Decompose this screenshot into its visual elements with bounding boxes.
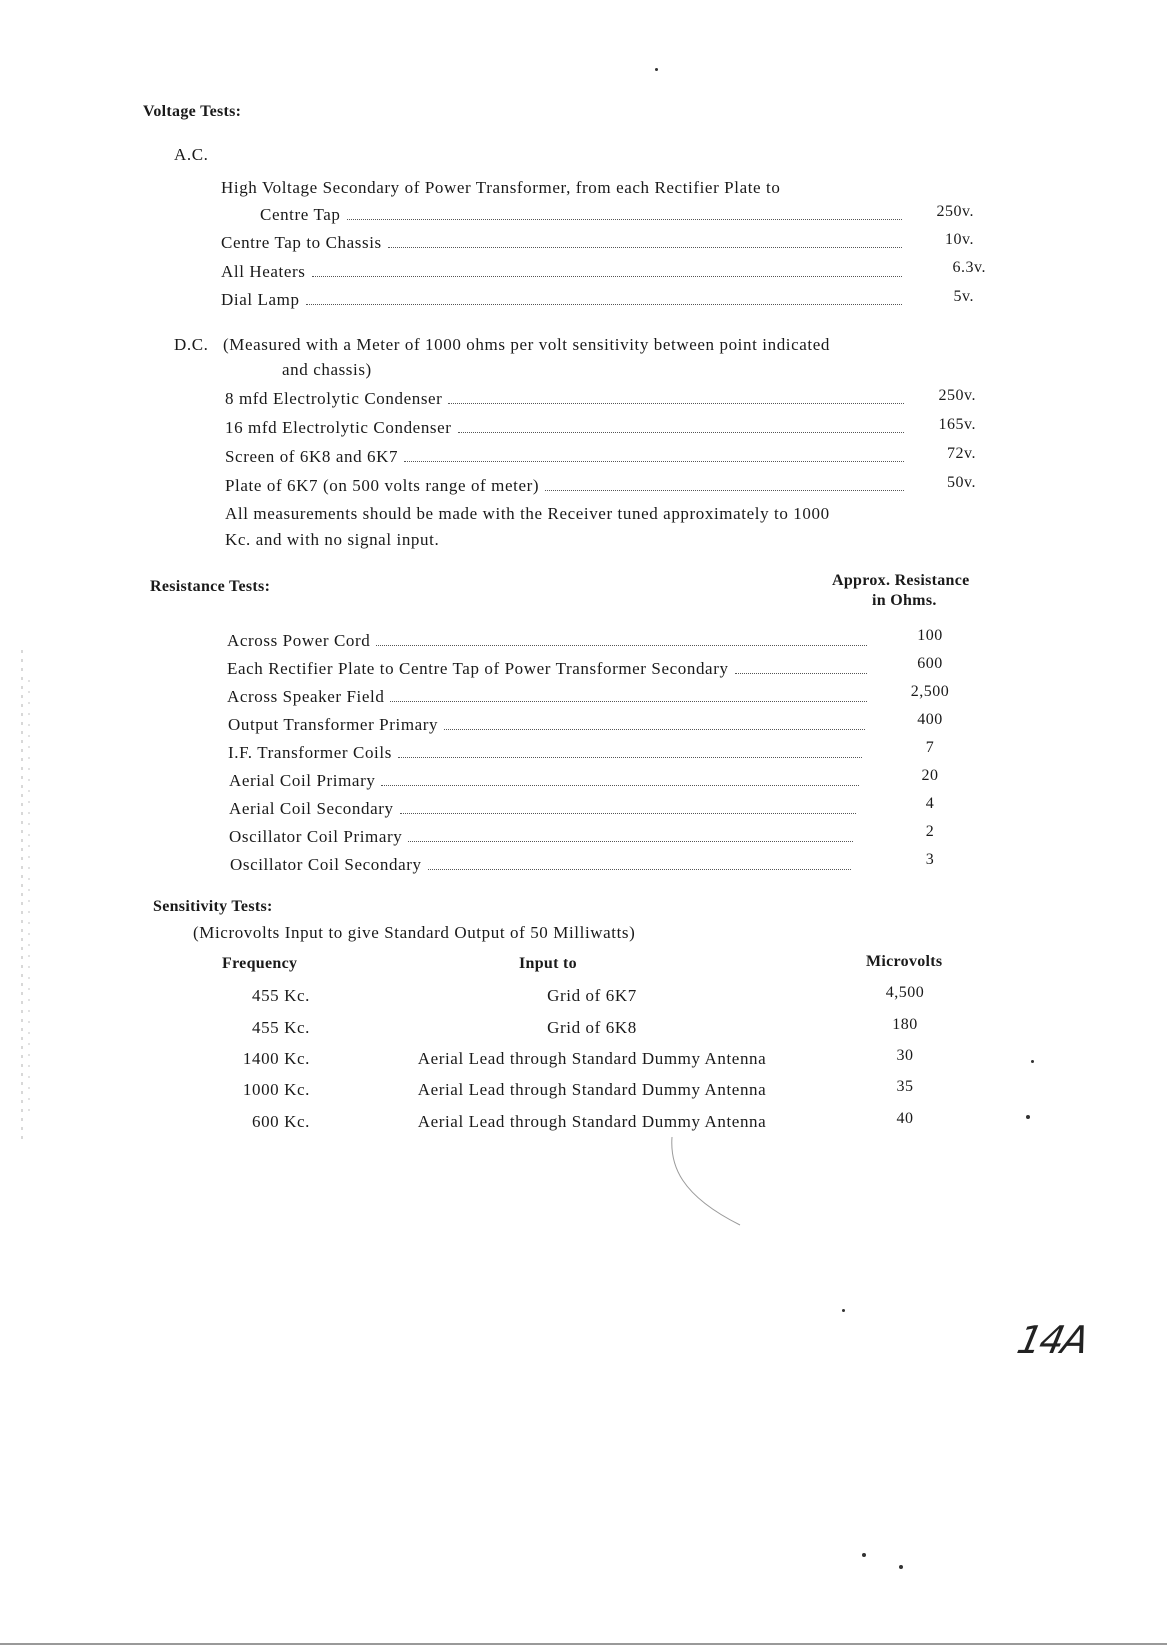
dot-leader: [312, 276, 903, 277]
page-number: 14A: [1013, 1318, 1092, 1362]
ac-item-label: Dial Lamp: [221, 290, 300, 309]
resistance-item-label: Aerial Coil Secondary: [229, 799, 394, 818]
dot-leader: [428, 869, 851, 870]
voltage-tests-heading: Voltage Tests:: [143, 103, 242, 120]
sensitivity-header-microvolts: Microvolts: [866, 953, 943, 970]
resistance-item-label: I.F. Transformer Coils: [228, 743, 392, 762]
ac-item-dial-lamp: [221, 290, 908, 310]
dc-intro-line2: and chassis): [282, 360, 372, 379]
dc-item-label: Screen of 6K8 and 6K7: [225, 447, 399, 466]
ac-label: A.C.: [174, 145, 209, 164]
dc-item-screen: [225, 447, 910, 467]
scan-speck: [1026, 1115, 1030, 1119]
dot-leader: [545, 490, 904, 491]
dc-item-value: 250v.: [938, 387, 976, 404]
dot-leader: [306, 304, 902, 305]
dot-leader: [735, 673, 867, 674]
resistance-value: 2,500: [910, 683, 950, 700]
ac-item-value: 6.3v.: [952, 259, 986, 276]
resistance-row: [230, 855, 857, 875]
sensitivity-tests-heading: Sensitivity Tests:: [153, 898, 273, 915]
dc-item-label: 8 mfd Electrolytic Condenser: [225, 389, 443, 408]
sensitivity-frequency: 1000 Kc.: [242, 1080, 310, 1099]
dot-leader: [381, 785, 859, 786]
resistance-value: 3: [925, 851, 935, 868]
sensitivity-input: Aerial Lead through Standard Dummy Antenna: [417, 1080, 767, 1099]
ac-item-label: All Heaters: [221, 262, 306, 281]
resistance-row: [227, 687, 873, 707]
dot-leader: [404, 461, 904, 462]
scan-speck: [899, 1565, 903, 1569]
resistance-column-header-unit: in Ohms.: [872, 592, 937, 609]
dot-leader: [347, 219, 903, 220]
resistance-row: [228, 743, 868, 763]
sensitivity-microvolts: 35: [896, 1078, 914, 1095]
scan-edge: [0, 1643, 1167, 1645]
ac-item-centre-tap-chassis: [221, 233, 908, 253]
resistance-value: 600: [917, 655, 943, 672]
resistance-item-label: Output Transformer Primary: [228, 715, 439, 734]
dc-intro-line1: (Measured with a Meter of 1000 ohms per volt sensitivity between point indicated: [223, 335, 830, 354]
dot-leader: [444, 729, 865, 730]
resistance-value: 7: [925, 739, 935, 756]
sensitivity-input: Grid of 6K8: [547, 1018, 637, 1037]
dot-leader: [388, 247, 902, 248]
dc-item-label: 16 mfd Electrolytic Condenser: [225, 418, 452, 437]
resistance-row: [229, 799, 862, 819]
resistance-column-header: Approx. Resistance: [832, 572, 970, 589]
dot-leader: [390, 701, 867, 702]
resistance-row: [228, 715, 871, 735]
resistance-value: 2: [925, 823, 935, 840]
resistance-value: 100: [917, 627, 943, 644]
ac-item-value: 250v.: [936, 203, 974, 220]
scan-speck: [842, 1309, 845, 1312]
ac-item-value: 10v.: [945, 231, 974, 248]
ac-item-1-line1: High Voltage Secondary of Power Transformer, from each Rectifier Plate to: [221, 178, 781, 197]
sensitivity-microvolts: 180: [892, 1016, 918, 1033]
stray-mark: [640, 1135, 750, 1230]
binding-marks: [14, 640, 44, 1160]
ac-item-value: 5v.: [953, 288, 974, 305]
dot-leader: [408, 841, 853, 842]
sensitivity-input: Aerial Lead through Standard Dummy Antenna: [417, 1049, 767, 1068]
dc-label: D.C.: [174, 335, 209, 354]
resistance-value: 20: [921, 767, 939, 784]
scan-speck: [862, 1553, 866, 1557]
dc-item-label: Plate of 6K7 (on 500 volts range of meter): [225, 476, 540, 495]
resistance-item-label: Each Rectifier Plate to Centre Tap of Power Transformer Secondary: [227, 659, 729, 678]
sensitivity-microvolts: 4,500: [885, 984, 925, 1001]
dc-item-value: 72v.: [947, 445, 976, 462]
sensitivity-subtitle: (Microvolts Input to give Standard Output of 50 Milliwatts): [193, 923, 636, 942]
resistance-item-label: Across Power Cord: [227, 631, 371, 650]
dc-item-value: 50v.: [947, 474, 976, 491]
sensitivity-input: Aerial Lead through Standard Dummy Antenna: [417, 1112, 767, 1131]
ac-item-heaters: [221, 262, 908, 282]
resistance-item-label: Oscillator Coil Secondary: [230, 855, 422, 874]
resistance-item-label: Aerial Coil Primary: [229, 771, 376, 790]
sensitivity-header-frequency: Frequency: [222, 955, 298, 972]
sensitivity-input: Grid of 6K7: [547, 986, 637, 1005]
sensitivity-frequency: 600 Kc.: [251, 1112, 310, 1131]
ac-item-label: Centre Tap to Chassis: [221, 233, 382, 252]
scan-speck: [1031, 1060, 1034, 1063]
dc-note-line2: Kc. and with no signal input.: [225, 530, 440, 549]
sensitivity-microvolts: 30: [896, 1047, 914, 1064]
dc-item-8mfd: [225, 389, 910, 409]
sensitivity-frequency: 455 Kc.: [251, 1018, 310, 1037]
dc-note-line1: All measurements should be made with the Receiver tuned approximately to 1000: [225, 504, 830, 523]
ac-item-label: Centre Tap: [260, 205, 341, 224]
dot-leader: [398, 757, 862, 758]
dc-item-16mfd: [225, 418, 910, 438]
dc-item-plate: [225, 476, 910, 496]
resistance-tests-heading: Resistance Tests:: [150, 578, 271, 595]
resistance-row: [229, 827, 859, 847]
resistance-item-label: Across Speaker Field: [227, 687, 385, 706]
resistance-item-label: Oscillator Coil Primary: [229, 827, 403, 846]
sensitivity-frequency: 1400 Kc.: [242, 1049, 310, 1068]
resistance-row: [229, 771, 865, 791]
scan-speck: [655, 68, 658, 71]
resistance-row: [227, 631, 873, 651]
dot-leader: [376, 645, 867, 646]
sensitivity-header-input: Input to: [519, 955, 577, 972]
dot-leader: [400, 813, 856, 814]
sensitivity-microvolts: 40: [896, 1110, 914, 1127]
dc-item-value: 165v.: [938, 416, 976, 433]
sensitivity-frequency: 455 Kc.: [251, 986, 310, 1005]
resistance-value: 400: [917, 711, 943, 728]
ac-item-centre-tap: [260, 205, 908, 225]
dot-leader: [448, 403, 904, 404]
resistance-row: [227, 659, 873, 679]
resistance-value: 4: [925, 795, 935, 812]
dot-leader: [458, 432, 904, 433]
